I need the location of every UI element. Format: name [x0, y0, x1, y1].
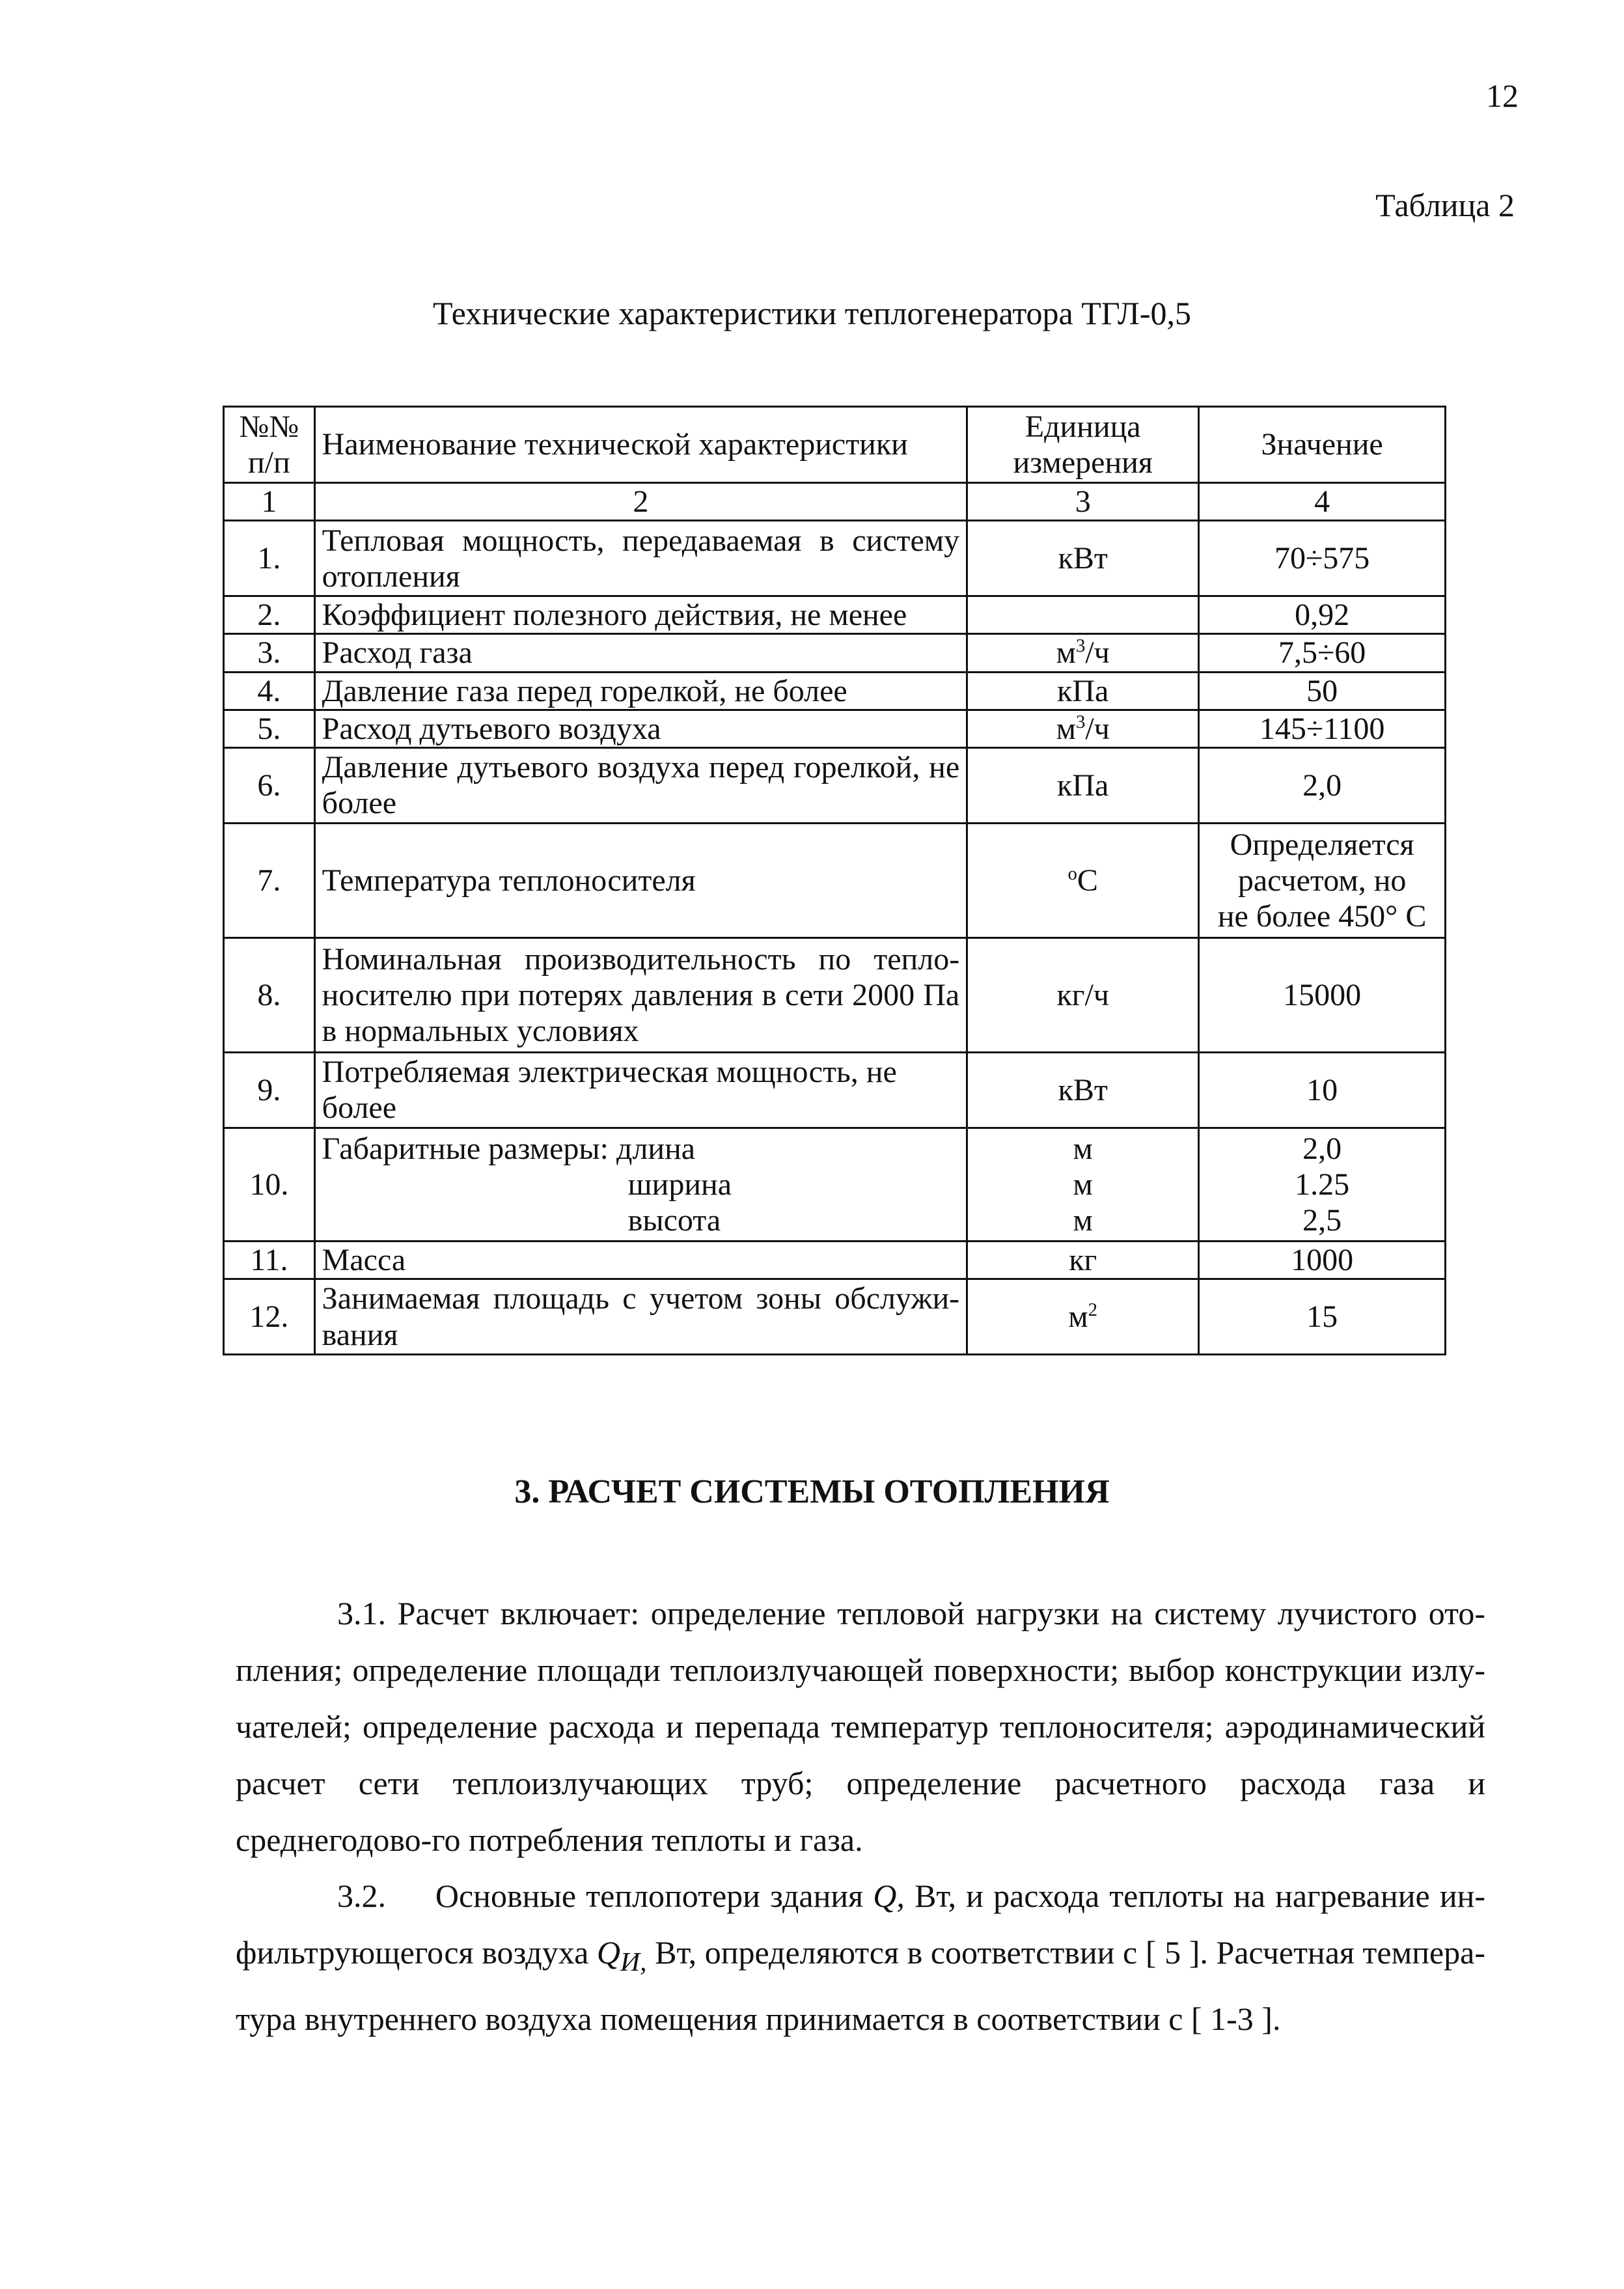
row-value	[1199, 823, 1446, 937]
table-row	[224, 521, 1446, 596]
row-name: Коэффициент полезного действия, не менее	[314, 596, 967, 634]
table-row	[224, 634, 1446, 672]
row-unit	[967, 710, 1199, 747]
table-label: Таблица 2	[1375, 187, 1515, 223]
row-value: 1000	[1199, 1241, 1446, 1279]
column-number-row	[224, 483, 1446, 521]
value-line: 1.25	[1295, 1167, 1350, 1202]
row-num: 10.	[224, 1128, 315, 1241]
paragraph-text: 3.2. Основные теплопотери здания	[337, 1878, 874, 1914]
unit-line: м	[1073, 1203, 1093, 1238]
row-name: Расход газа	[314, 634, 967, 672]
table-row	[224, 1279, 1446, 1355]
spec-table	[223, 406, 1446, 1355]
paragraph-text: 3.1. Расчет включает: определение тепловой нагрузки на систему лучистого ото-пления; определение площади теплоизлучающей поверхности; выбор конструкции излу-чателей; определение расхода и перепада температур теплоносителя; аэродинамический расчет сети теплоизлучающих труб; определение расчетного расхода газа и среднегодово-го потребления теплоты и газа.	[236, 1595, 1485, 1858]
paragraph-text: Вт, определяются в соответствии с [ 5 ]. Расчетная темпера-тура внутреннего воздуха помещения принимается в соответствии с [ 1-3 ].	[236, 1934, 1485, 2037]
row-unit: кг	[967, 1241, 1199, 1279]
row-unit: кВт	[967, 521, 1199, 596]
table-row	[224, 710, 1446, 747]
value-line: не более 450° С	[1217, 899, 1427, 934]
row-name: Номинальная производительность по тепло-носителю при потерях давления в сети 2000 Па в нормальных условиях	[314, 937, 967, 1052]
row-num: 9.	[224, 1052, 315, 1128]
unit-superscript: 3	[1075, 635, 1086, 657]
row-unit: кПа	[967, 747, 1199, 823]
table-row	[224, 747, 1446, 823]
header-name: Наименование технической характеристики	[314, 407, 967, 483]
header-unit: Единица измерения	[967, 407, 1199, 483]
unit-superscript: 2	[1088, 1299, 1098, 1321]
row-unit	[967, 1128, 1199, 1241]
row-value: 145÷1100	[1199, 710, 1446, 747]
row-name: Давление газа перед горелкой, не более	[314, 672, 967, 710]
row-value: 50	[1199, 672, 1446, 710]
row-value: 10	[1199, 1052, 1446, 1128]
table-row	[224, 1241, 1446, 1279]
value-line: 2,0	[1302, 1131, 1342, 1166]
row-value: 15000	[1199, 937, 1446, 1052]
table-row	[224, 823, 1446, 937]
unit-rest: /ч	[1085, 635, 1110, 671]
table-row	[224, 672, 1446, 710]
table-row	[224, 596, 1446, 634]
value-line: 2,5	[1302, 1203, 1342, 1238]
row-num: 6.	[224, 747, 315, 823]
row-value: 0,92	[1199, 596, 1446, 634]
row-num: 3.	[224, 634, 315, 672]
header-num: №№ п/п	[224, 407, 315, 483]
row-name: Температура теплоносителя	[314, 823, 967, 937]
unit-rest: С	[1077, 863, 1098, 898]
row-unit	[967, 1279, 1199, 1355]
row-value: 15	[1199, 1279, 1446, 1355]
row-num: 4.	[224, 672, 315, 710]
row-value: 7,5÷60	[1199, 634, 1446, 672]
table-row	[224, 937, 1446, 1052]
row-name: Тепловая мощность, передаваемая в систему отопления	[314, 521, 967, 596]
value-line: расчетом, но	[1237, 863, 1407, 898]
row-num: 11.	[224, 1241, 315, 1279]
row-name: Потребляемая электрическая мощность, не более	[314, 1052, 967, 1128]
unit-rest: /ч	[1085, 711, 1110, 746]
row-value	[1199, 1128, 1446, 1241]
paragraph-3-1	[236, 1585, 1485, 1868]
paragraph-text: Вт, и расхода теплоты на нагревание ин-фильтрующегося воздуха	[236, 1878, 1485, 1971]
unit-base: м	[1068, 1299, 1088, 1335]
row-num: 1.	[224, 521, 315, 596]
row-name: Занимаемая площадь с учетом зоны обслужи-вания	[314, 1279, 967, 1355]
row-unit	[967, 823, 1199, 937]
row-unit: кВт	[967, 1052, 1199, 1128]
col-number: 2	[314, 483, 967, 521]
row-unit	[967, 634, 1199, 672]
row-name	[314, 1128, 967, 1241]
row-name: Давление дутьевого воздуха перед горелкой, не более	[314, 747, 967, 823]
row-num: 8.	[224, 937, 315, 1052]
col-number: 3	[967, 483, 1199, 521]
header-value: Значение	[1199, 407, 1446, 483]
table-title: Технические характеристики теплогенератора ТГЛ-0,5	[433, 295, 1191, 331]
row-unit: кПа	[967, 672, 1199, 710]
variable-qi	[596, 1934, 647, 1977]
variable-q: Q,	[873, 1878, 905, 1914]
row-unit	[967, 596, 1199, 634]
unit-base: м	[1056, 711, 1076, 746]
dimension-label: Габаритные размеры: длина	[322, 1131, 696, 1166]
value-line: Определяется	[1230, 827, 1414, 862]
section-heading: 3. РАСЧЕТ СИСТЕМЫ ОТОПЛЕНИЯ	[514, 1473, 1110, 1510]
row-num: 5.	[224, 710, 315, 747]
unit-superscript: о	[1067, 863, 1077, 884]
dimension-label: ширина	[627, 1167, 732, 1202]
row-num: 7.	[224, 823, 315, 937]
table-row	[224, 1052, 1446, 1128]
row-name: Масса	[314, 1241, 967, 1279]
row-num: 12.	[224, 1279, 315, 1355]
row-value: 70÷575	[1199, 521, 1446, 596]
variable-qi-base: Q	[596, 1934, 621, 1971]
row-num: 2.	[224, 596, 315, 634]
row-unit: кг/ч	[967, 937, 1199, 1052]
page-number: 12	[1486, 77, 1519, 114]
row-name: Расход дутьевого воздуха	[314, 710, 967, 747]
unit-line: м	[1073, 1131, 1093, 1166]
col-number: 4	[1199, 483, 1446, 521]
variable-qi-subscript: И,	[620, 1947, 647, 1977]
unit-superscript: 3	[1075, 711, 1086, 732]
unit-line: м	[1073, 1167, 1093, 1202]
table-header-row	[224, 407, 1446, 483]
col-number: 1	[224, 483, 315, 521]
row-value: 2,0	[1199, 747, 1446, 823]
table-row	[224, 1128, 1446, 1241]
dimension-label: высота	[627, 1203, 721, 1238]
unit-base: м	[1056, 635, 1076, 671]
paragraph-3-2	[236, 1868, 1485, 2047]
